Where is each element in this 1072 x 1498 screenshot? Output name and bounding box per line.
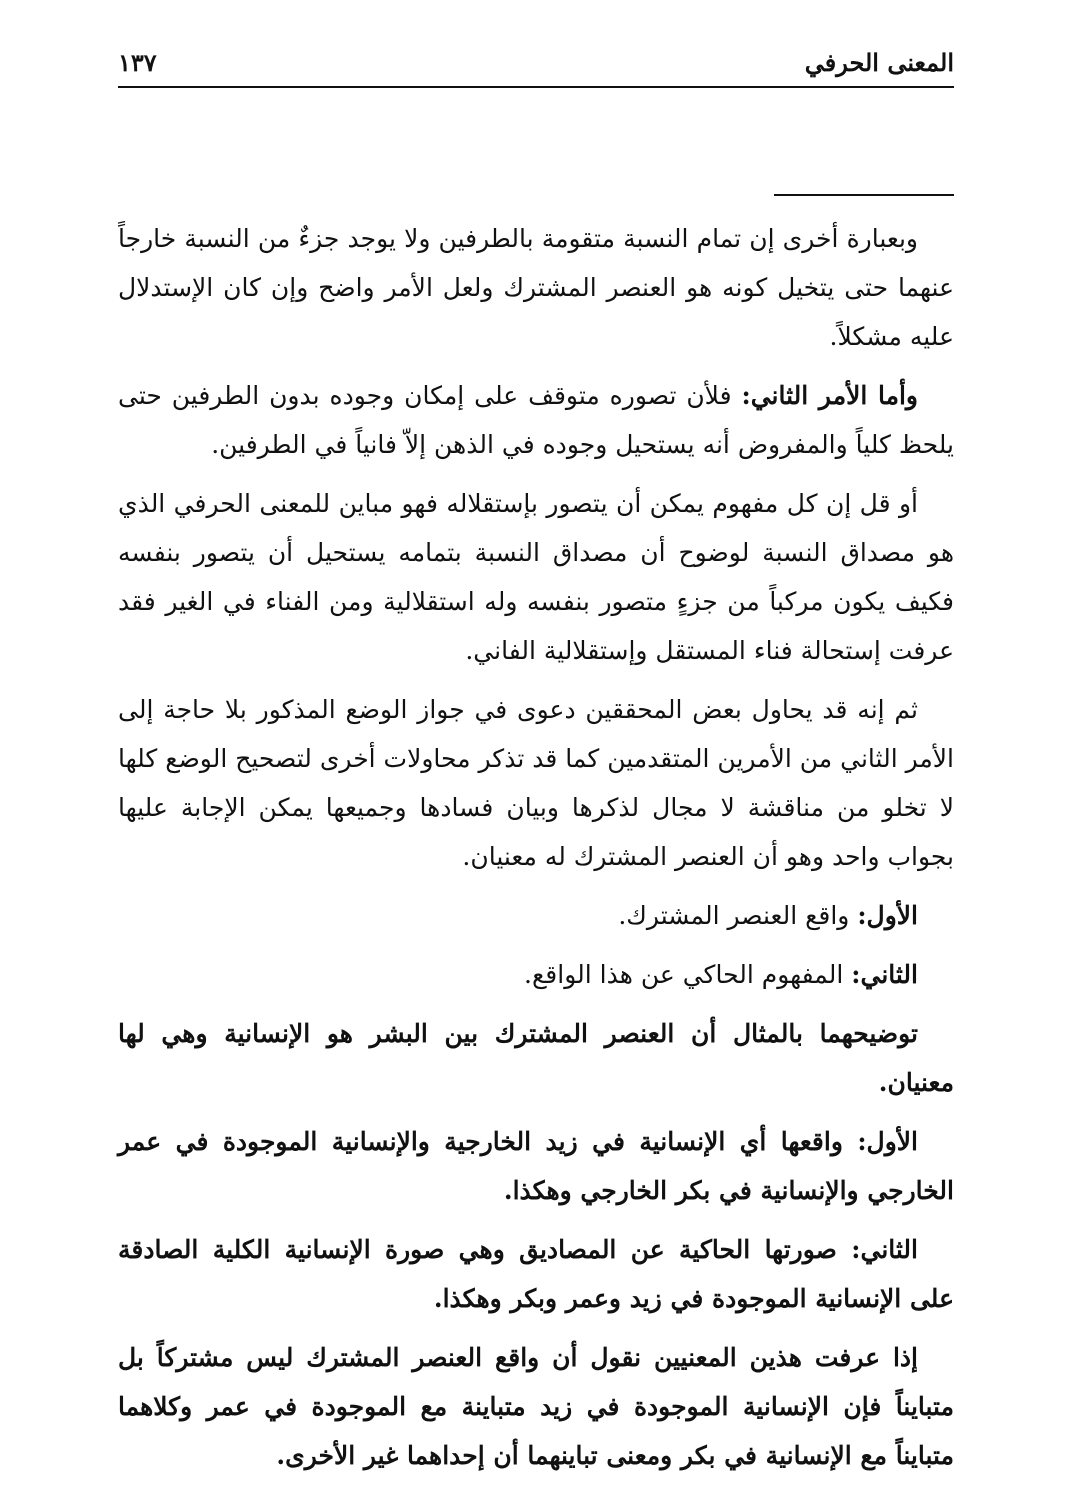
- paragraph-text: صورتها الحاكية عن المصاديق وهي صورة الإنسانية الكلية الصادقة على الإنسانية الموجودة في زيد وعمر وبكر وهكذا.: [118, 1235, 954, 1313]
- paragraph-2: [118, 371, 954, 469]
- page-number: ١٣٧: [118, 47, 157, 77]
- paragraph-lead: وأما الأمر الثاني:: [741, 381, 919, 410]
- paragraph-9: [118, 1225, 954, 1323]
- page-header: [118, 40, 954, 84]
- paragraph-lead: الأول:: [857, 1127, 918, 1156]
- paragraph-text: إذا عرفت هذين المعنيين نقول أن واقع العنصر المشترك ليس مشتركاً بل متبايناً فإن الإنسانية الموجودة في زيد متباينة مع الموجودة في عمر وكلاهما متبايناً مع الإنسانية في بكر ومعنى تباينهما أن إحداهما غير الأخرى.: [118, 1343, 954, 1470]
- paragraph-text: ثم إنه قد يحاول بعض المحققين دعوى في جواز الوضع المذكور بلا حاجة إلى الأمر الثاني من الأمرين المتقدمين كما قد تذكر محاولات أخرى لتصحيح الوضع كلها لا تخلو من مناقشة لا مجال لذكرها وبيان فسادها وجميعها يمكن الإجابة عليها بجواب واحد وهو أن العنصر المشترك له معنيان.: [118, 695, 954, 871]
- paragraph-lead: الأول:: [857, 901, 918, 930]
- paragraph-text: واقعها أي الإنسانية في زيد الخارجية والإنسانية الموجودة في عمر الخارجي والإنسانية في بكر الخارجي وهكذا.: [118, 1127, 954, 1205]
- body-text: [118, 214, 954, 1490]
- paragraph-5: [118, 891, 954, 940]
- running-title: المعنى الحرفي: [804, 47, 954, 77]
- paragraph-text: أو قل إن كل مفهوم يمكن أن يتصور بإستقلاله فهو مباين للمعنى الحرفي الذي هو مصداق النسبة لوضوح أن مصداق النسبة بتمامه يستحيل أن يتصور بنفسه فكيف يكون مركباً من جزءٍ متصور بنفسه وله استقلالية ومن الفناء في الغير فقد عرفت إستحالة فناء المستقل وإستقلالية الفاني.: [118, 489, 954, 665]
- paragraph-6: [118, 950, 954, 999]
- paragraph-lead: الثاني:: [851, 960, 918, 989]
- paragraph-text: توضيحهما بالمثال أن العنصر المشترك بين البشر هو الإنسانية وهي لها معنيان.: [118, 1019, 954, 1097]
- paragraph-3: [118, 479, 954, 675]
- paragraph-text: فلأن تصوره متوقف على إمكان وجوده بدون الطرفين حتى يلحظ كلياً والمفروض أنه يستحيل وجوده في الذهن إلاّ فانياً في الطرفين.: [118, 381, 954, 459]
- paragraph-text: وبعبارة أخرى إن تمام النسبة متقومة بالطرفين ولا يوجد جزءٌ من النسبة خارجاً عنهما حتى يتخيل كونه هو العنصر المشترك ولعل الأمر واضح وإن كان الإستدلال عليه مشكلاً.: [118, 224, 954, 351]
- paragraph-text: واقع العنصر المشترك.: [618, 901, 858, 930]
- paragraph-lead: الثاني:: [851, 1235, 918, 1264]
- paragraph-10: [118, 1333, 954, 1480]
- paragraph-4: [118, 685, 954, 881]
- separator-rule: [774, 194, 954, 196]
- paragraph-8: [118, 1117, 954, 1215]
- paragraph-1: [118, 214, 954, 361]
- header-divider: [118, 86, 954, 88]
- paragraph-text: المفهوم الحاكي عن هذا الواقع.: [524, 960, 852, 989]
- paragraph-7: [118, 1009, 954, 1107]
